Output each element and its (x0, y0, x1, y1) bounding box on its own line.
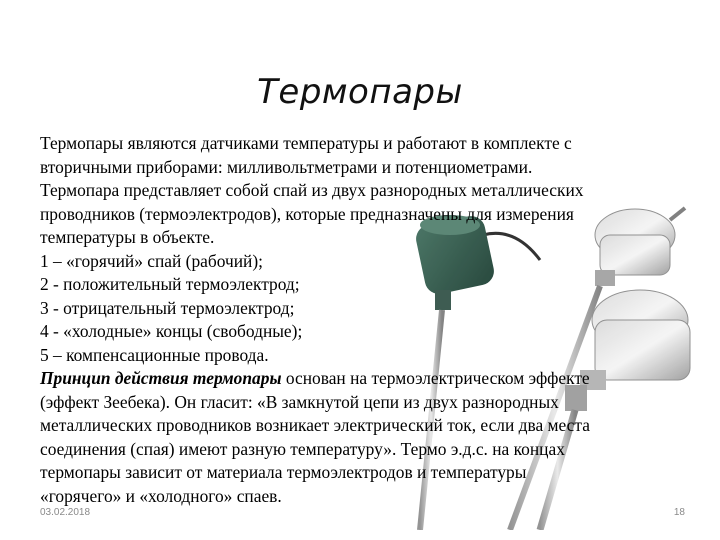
slide-body (40, 132, 685, 508)
list-item: 3 - отрицательный термоэлектрод; (40, 297, 295, 318)
list-item: 1 – «горячий» спай (рабочий); (40, 250, 263, 271)
paragraph-line: проводников (термоэлектродов), которые предназначены для измерения (40, 203, 574, 224)
principle-line: термопары зависит от материала термоэлектродов и температуры (40, 462, 527, 482)
slide-date: 03.02.2018 (40, 507, 91, 518)
principle-line: металлических проводников возникает электрический ток, если два места (40, 415, 590, 435)
paragraph-line: вторичными приборами: милливольтметрами и потенциометрами. (40, 156, 533, 177)
principle-line: «горячего» и «холодного» спаев. (40, 485, 282, 506)
paragraph-line: Термопары являются датчиками температуры и работают в комплекте с (40, 133, 572, 153)
principle-line (40, 367, 685, 391)
principle-line: соединения (спая) имеют разную температуру». Термо э.д.с. на концах (40, 438, 565, 459)
list-item: 5 – компенсационные провода. (40, 344, 269, 365)
list-item: 2 - положительный термоэлектрод; (40, 274, 300, 294)
paragraph-line: Термопара представляет собой спай из двух разнородных металлических (40, 180, 584, 200)
principle-line: (эффект Зеебека). Он гласит: «В замкнутой цепи из двух разнородных (40, 391, 559, 412)
principle-text: основан на термоэлектрическом эффекте (281, 368, 590, 388)
paragraph-line: температуры в объекте. (40, 227, 215, 247)
principle-heading: Принцип действия термопары (40, 368, 282, 388)
slide-page-number: 18 (673, 507, 685, 518)
slide-title: Термопары (257, 72, 463, 112)
list-item: 4 - «холодные» концы (свободные); (40, 321, 303, 341)
